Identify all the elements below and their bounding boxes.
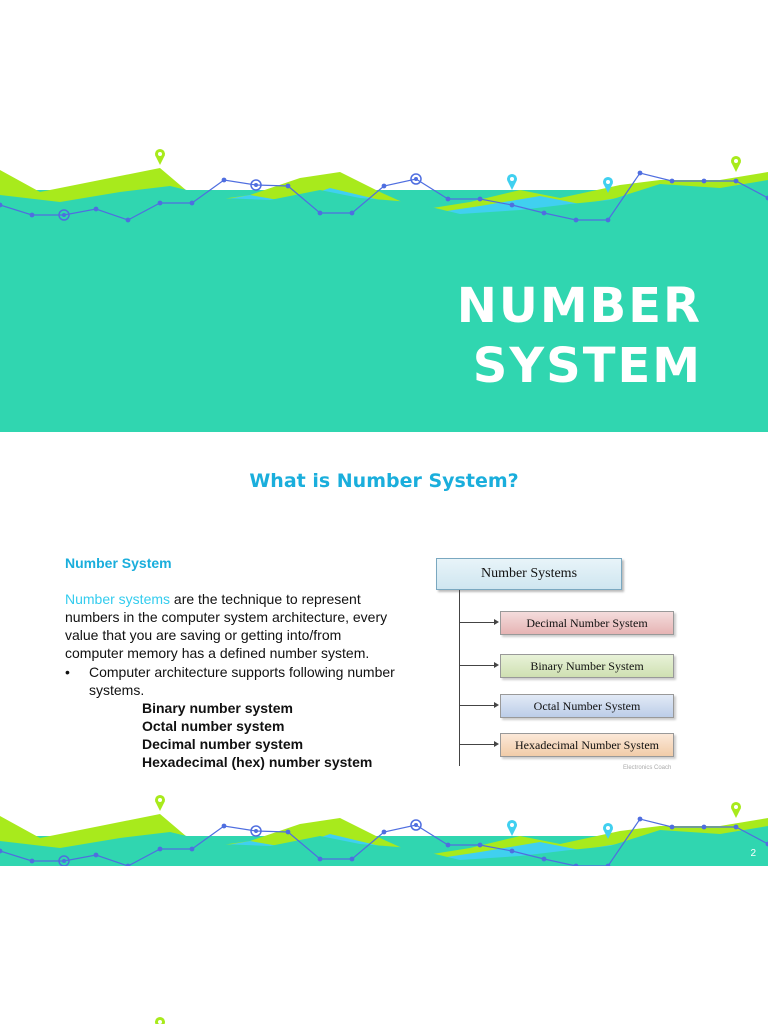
ring-dot-center [254, 829, 258, 833]
line-dot [158, 847, 163, 852]
line-dot [382, 184, 387, 189]
title-line-2: SYSTEM [472, 338, 702, 394]
map-pin-icon [507, 174, 517, 190]
line-dot [574, 218, 579, 223]
title-slide [0, 0, 768, 432]
line-dot [446, 843, 451, 848]
map-pin-hole [158, 152, 162, 156]
map-pin-hole [158, 1020, 162, 1024]
hexadecimal-box: Hexadecimal Number System [500, 733, 674, 757]
wave-decoration [0, 140, 768, 260]
line-dot [94, 207, 99, 212]
line-dot [286, 184, 291, 189]
arrow-icon [460, 705, 496, 706]
line-dot [94, 853, 99, 858]
line-dot [222, 824, 227, 829]
map-pin-icon [507, 820, 517, 836]
system-item: Binary number system [142, 700, 293, 716]
line-dot [542, 211, 547, 216]
line-dot [222, 178, 227, 183]
wave-decoration [0, 1008, 768, 1024]
line-dot [606, 218, 611, 223]
line-dot [542, 857, 547, 862]
bullet-text: Computer architecture supports following number systems. [89, 664, 395, 698]
connector-line [459, 590, 460, 766]
line-dot [30, 213, 35, 218]
line-dot [318, 211, 323, 216]
ring-dot-center [414, 177, 418, 181]
intro-paragraph [65, 590, 395, 662]
sub-heading: Number System [65, 555, 172, 571]
system-item: Decimal number system [142, 736, 304, 752]
bullet-item [65, 663, 395, 699]
ring-dot-center [254, 183, 258, 187]
arrow-icon [460, 622, 496, 623]
line-dot [638, 817, 643, 822]
line-dot [30, 859, 35, 864]
ring-dot-center [62, 213, 66, 217]
octal-box: Octal Number System [500, 694, 674, 718]
line-dot [286, 830, 291, 835]
line-dot [350, 211, 355, 216]
line-dot [734, 179, 739, 184]
diagram-root-box: Number Systems [436, 558, 622, 590]
binary-box: Binary Number System [500, 654, 674, 678]
map-pin-icon [731, 802, 741, 818]
image-credit: Electronics Coach [623, 765, 672, 771]
line-dot [318, 857, 323, 862]
ring-dot-center [414, 823, 418, 827]
line-dot [702, 179, 707, 184]
wave-decoration [0, 786, 768, 866]
line-dot [734, 825, 739, 830]
bullet-icon: • [65, 664, 70, 680]
line-dot [478, 197, 483, 202]
slide-title [457, 276, 702, 396]
decimal-box: Decimal Number System [500, 611, 674, 635]
systems-list [65, 699, 395, 771]
line-dot [158, 201, 163, 206]
line-dot [350, 857, 355, 862]
line-dot [190, 201, 195, 206]
body-text [65, 554, 395, 771]
page-number: 2 [750, 848, 756, 859]
map-pin-hole [734, 805, 738, 809]
line-dot [126, 218, 131, 223]
line-dot [478, 843, 483, 848]
ring-dot-center [62, 859, 66, 863]
map-pin-icon [155, 795, 165, 811]
intro-text: are the technique to represent numbers in the computer system architecture, every value that you are saving or getting into/from computer memory has a defined number system. [65, 591, 388, 661]
line-dot [670, 825, 675, 830]
line-dot [190, 847, 195, 852]
map-pin-hole [510, 823, 514, 827]
map-pin-hole [606, 826, 610, 830]
number-systems-diagram [430, 554, 690, 776]
slide-heading: What is Number System? [249, 470, 519, 492]
system-item: Hexadecimal (hex) number system [142, 754, 373, 770]
line-dot [382, 830, 387, 835]
map-pin-icon [731, 156, 741, 172]
line-dot [670, 179, 675, 184]
line-dot [702, 825, 707, 830]
map-pin-hole [510, 177, 514, 181]
line-dot [638, 171, 643, 176]
line-dot [446, 197, 451, 202]
highlight-term: Number systems [65, 591, 171, 607]
next-slide [0, 868, 768, 1024]
content-slide [0, 434, 768, 866]
arrow-icon [460, 744, 496, 745]
title-line-1: NUMBER [456, 278, 702, 334]
line-dot [510, 203, 515, 208]
line-dot [510, 849, 515, 854]
map-pin-hole [734, 159, 738, 163]
map-pin-hole [606, 180, 610, 184]
map-pin-icon [155, 149, 165, 165]
arrow-icon [460, 665, 496, 666]
map-pin-hole [158, 798, 162, 802]
system-item: Octal number system [142, 718, 285, 734]
